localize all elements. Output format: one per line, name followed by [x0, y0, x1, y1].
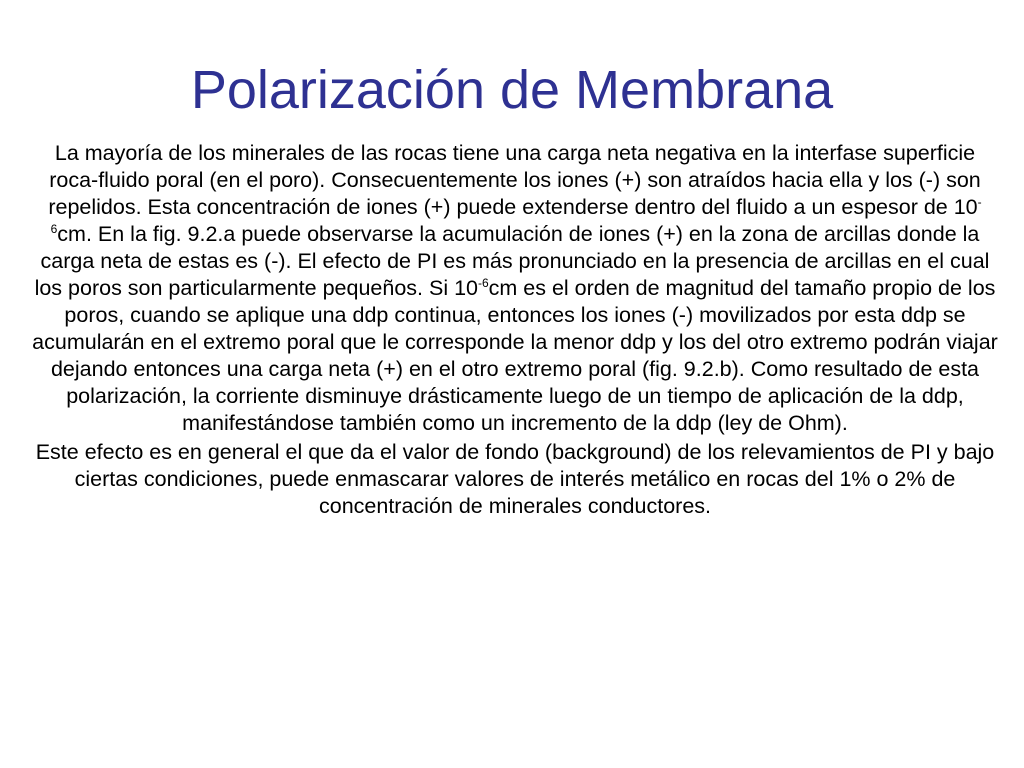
- paragraph-1-part-3: cm es el orden de magnitud del tamaño propio de los poros, cuando se aplique una ddp continua, entonces los iones (-) movilizados por esta ddp se acumularán en el extremo poral que le corresponde la menor ddp y los del otro extremo podrán viajar dejando entonces una carga neta (+) en el otro extremo poral (fig. 9.2.b). Como resultado de esta polarización, la corriente disminuye drásticamente luego de un tiempo de aplicación de la ddp, manifestándose también como un incremento de la ddp (ley de Ohm).: [32, 276, 998, 435]
- exponent-1: -6: [50, 194, 982, 236]
- paragraph-1-part-2: cm. En la fig. 9.2.a puede observarse la acumulación de iones (+) en la zona de arcillas donde la carga neta de estas es (-). El efecto de PI es más pronunciado en la presencia de arcillas en el cual los poros son particularmente pequeños. Si 10: [34, 222, 990, 300]
- paragraph-1-part-1: La mayoría de los minerales de las rocas tiene una carga neta negativa en la interfase superficie roca-fluido poral (en el poro). Consecuentemente los iones (+) son atraídos hacia ella y los (-) son repelidos. Esta concentración de iones (+) puede extenderse dentro del fluido a un espesor de 10: [48, 141, 981, 219]
- paragraph-1: [30, 140, 1000, 437]
- exponent-2: -6: [477, 275, 489, 290]
- slide-title: Polarización de Membrana: [190, 60, 834, 120]
- slide-body: [30, 140, 1000, 520]
- paragraph-2: Este efecto es en general el que da el valor de fondo (background) de los relevamientos de PI y bajo ciertas condiciones, puede enmascarar valores de interés metálico en rocas del 1% o 2% de concentración de minerales conductores.: [35, 440, 995, 518]
